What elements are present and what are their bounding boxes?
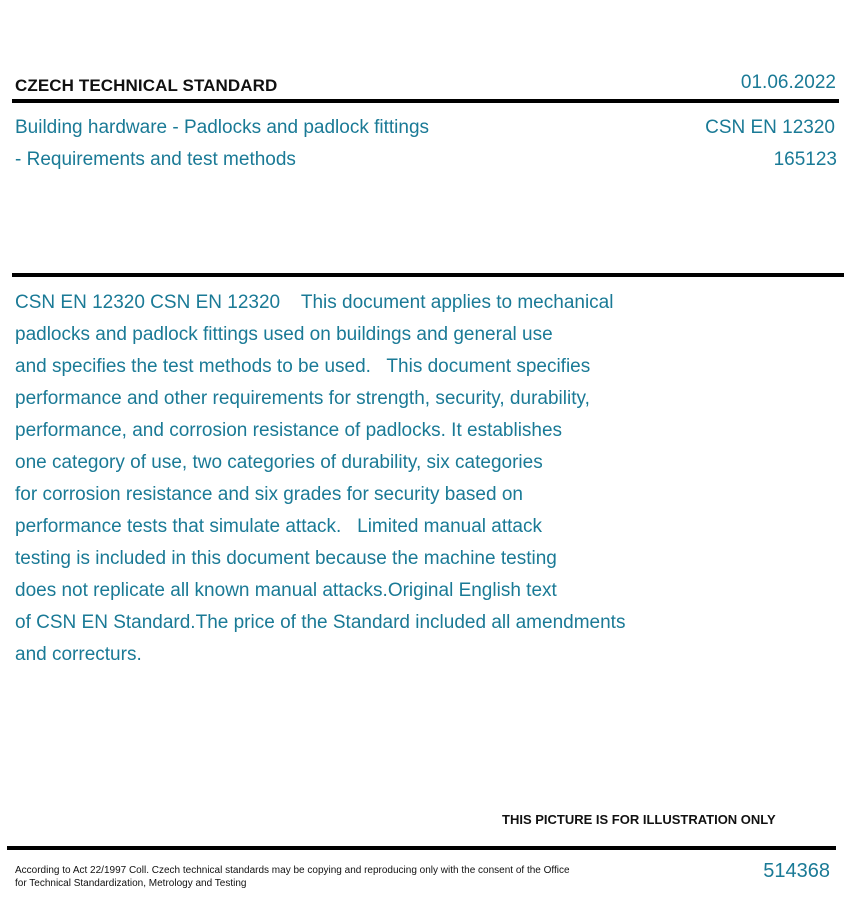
document-type-title: CZECH TECHNICAL STANDARD (15, 76, 278, 95)
copyright-notice (15, 864, 570, 890)
abstract-line: for corrosion resistance and six grades for security based on (15, 484, 523, 505)
abstract-line: performance and other requirements for strength, security, durability, (15, 388, 590, 409)
title-divider (12, 273, 844, 277)
standard-title-line-1: Building hardware - Padlocks and padlock fittings (15, 117, 430, 138)
standard-classification: 165123 (773, 149, 837, 170)
abstract-line: testing is included in this document because the machine testing (15, 548, 557, 569)
footer-divider (7, 846, 836, 850)
illustration-notice: THIS PICTURE IS FOR ILLUSTRATION ONLY (502, 812, 776, 827)
copyright-notice-line: for Technical Standardization, Metrology and Testing (15, 878, 247, 889)
abstract-line: of CSN EN Standard.The price of the Standard included all amendments (15, 612, 626, 633)
abstract-line: does not replicate all known manual attacks.Original English text (15, 580, 557, 601)
copyright-notice-line: According to Act 22/1997 Coll. Czech technical standards may be copying and reproducing only with the consent of the Office (15, 865, 570, 876)
standard-title-line-2: - Requirements and test methods (15, 149, 296, 170)
abstract-line: CSN EN 12320 CSN EN 12320 This document applies to mechanical (15, 292, 614, 313)
abstract-line: performance, and corrosion resistance of padlocks. It establishes (15, 420, 563, 441)
abstract-line: and correcturs. (15, 644, 142, 665)
abstract-line: one category of use, two categories of durability, six categories (15, 452, 543, 473)
abstract-line: performance tests that simulate attack. Limited manual attack (15, 516, 542, 537)
abstract-line: and specifies the test methods to be used. This document specifies (15, 356, 591, 377)
abstract-text (15, 287, 755, 671)
header-divider (12, 99, 839, 103)
abstract-line: padlocks and padlock fittings used on buildings and general use (15, 324, 553, 345)
publication-date: 01.06.2022 (740, 72, 836, 93)
document-id: 514368 (763, 860, 830, 882)
standard-code: CSN EN 12320 (705, 117, 835, 138)
